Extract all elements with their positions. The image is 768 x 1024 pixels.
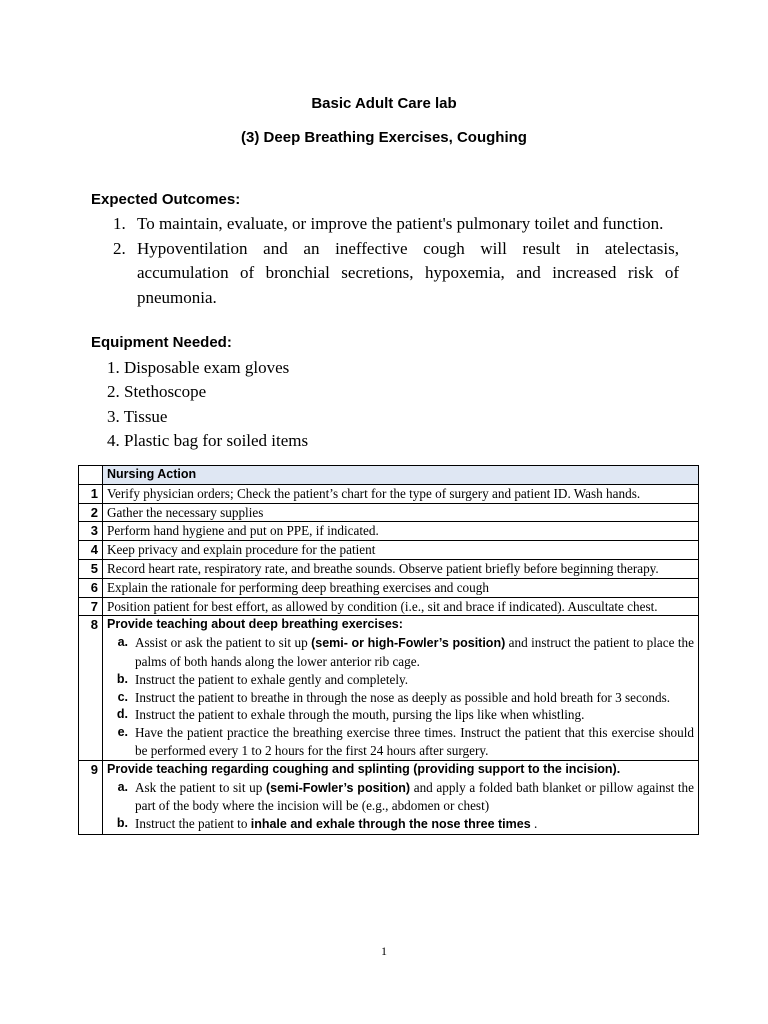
table-row — [79, 541, 699, 560]
row-text: Gather the necessary supplies — [103, 503, 699, 522]
sub-step — [107, 815, 694, 834]
sub-step-letter: d. — [116, 707, 128, 722]
table-row — [79, 760, 699, 834]
list-item: 3. Tissue — [107, 406, 168, 426]
step-title: Provide teaching regarding coughing and splinting (providing support to the incision). — [107, 761, 621, 776]
sub-step-letter: e. — [117, 725, 128, 740]
expected-outcomes-heading: Expected Outcomes: — [91, 191, 241, 208]
sub-step-text: Instruct the patient to breathe in through the nose as deeply as possible and hold breath for 3 seconds. — [135, 689, 671, 705]
sub-step — [107, 671, 694, 689]
sub-step-letter: a. — [117, 779, 128, 794]
sub-step-text: Instruct the patient to exhale through the mouth, pursing the lips like when whistling. — [135, 707, 585, 723]
sub-step-text — [135, 634, 694, 671]
list-item: 1. Disposable exam gloves — [107, 358, 290, 377]
sub-step-text — [135, 779, 694, 816]
table-row — [79, 522, 699, 541]
list-item: 2. Stethoscope — [107, 382, 207, 402]
list-item — [113, 237, 679, 311]
sub-step — [107, 706, 694, 724]
expected-outcomes-list — [113, 212, 679, 310]
nursing-action-table — [78, 465, 699, 835]
row-text: Keep privacy and explain procedure for the patient — [103, 541, 699, 560]
row-number: 2 — [79, 503, 103, 522]
row-number: 5 — [79, 559, 103, 578]
sub-step-text-part: Assist or ask the patient to sit up — [135, 635, 312, 651]
sub-step-letter: c. — [117, 689, 128, 704]
list-item — [113, 212, 679, 237]
table-row — [79, 559, 699, 578]
sub-step-text-part: . — [530, 816, 538, 832]
sub-step-text-part: Instruct the patient to — [135, 816, 251, 832]
table-header-row — [79, 466, 699, 485]
sub-step — [107, 724, 694, 760]
sub-step-emphasis: (semi- or high-Fowler’s position) — [311, 636, 506, 651]
row-text: Record heart rate, respiratory rate, and breathe sounds. Observe patient briefly before beginning therapy. — [103, 559, 699, 578]
table-row — [79, 616, 699, 760]
sub-step-letter: b. — [116, 671, 128, 686]
table-row — [79, 578, 699, 597]
sub-step-letter: a. — [117, 635, 128, 650]
row-number: 4 — [79, 541, 103, 560]
row-text: Verify physician orders; Check the patient’s chart for the type of surgery and patient ID. Wash hands. — [103, 484, 699, 503]
row-number: 9 — [79, 760, 103, 834]
list-item: 4. Plastic bag for soiled items — [107, 431, 309, 451]
table-header: Nursing Action — [103, 466, 699, 485]
table-row — [79, 597, 699, 616]
table-row — [79, 503, 699, 522]
table-cell — [79, 466, 103, 485]
sub-step-text: Instruct the patient to exhale gently and completely. — [135, 671, 409, 687]
document-subtitle: (3) Deep Breathing Exercises, Coughing — [241, 129, 527, 146]
document-title: Basic Adult Care lab — [311, 95, 457, 112]
sub-step — [107, 689, 694, 707]
sub-step-text — [135, 815, 694, 834]
equipment-list — [107, 356, 308, 454]
sub-step-text-part: and instruct the patient to place the palms of both hands along the lower anterior rib cage. — [135, 635, 695, 669]
row-text — [103, 760, 699, 834]
row-number: 8 — [79, 616, 103, 760]
page-number: 1 — [381, 944, 387, 958]
sub-step-emphasis: (semi-Fowler’s position) — [265, 780, 411, 795]
sub-step-text-part: and apply a folded bath blanket or pillow against the part of the body where the incision will be (e.g., abdomen or chest) — [135, 779, 694, 814]
sub-step-text: Have the patient practice the breathing exercise three times. Instruct the patient that this exercise should be performed every 1 to 2 hours for the first 24 hours after surgery. — [135, 725, 694, 758]
equipment-needed-heading: Equipment Needed: — [91, 334, 232, 351]
list-number: 2. — [113, 238, 126, 258]
row-number: 1 — [79, 484, 103, 503]
row-text: Explain the rationale for performing deep breathing exercises and cough — [103, 578, 699, 597]
sub-step-letter: b. — [116, 816, 128, 831]
list-text: To maintain, evaluate, or improve the patient's pulmonary toilet and function. — [137, 214, 664, 233]
row-number: 3 — [79, 522, 103, 541]
row-text: Perform hand hygiene and put on PPE, if indicated. — [103, 522, 699, 541]
list-number: 1. — [113, 214, 126, 233]
sub-step — [107, 634, 694, 671]
table-row — [79, 484, 699, 503]
sub-step-text-part: Ask the patient to sit up — [135, 779, 266, 795]
row-number: 6 — [79, 578, 103, 597]
sub-step — [107, 779, 694, 816]
list-text: Hypoventilation and an ineffective cough will result in atelectasis, accumulation of bronchial secretions, hypoxemia, and increased risk of pneumonia. — [137, 238, 679, 307]
step-title: Provide teaching about deep breathing exercises: — [107, 617, 403, 632]
sub-step-emphasis: inhale and exhale through the nose three times — [250, 817, 531, 832]
row-number: 7 — [79, 597, 103, 616]
row-text — [103, 616, 699, 760]
row-text: Position patient for best effort, as allowed by condition (i.e., sit and brace if indicated). Auscultate chest. — [103, 597, 699, 616]
